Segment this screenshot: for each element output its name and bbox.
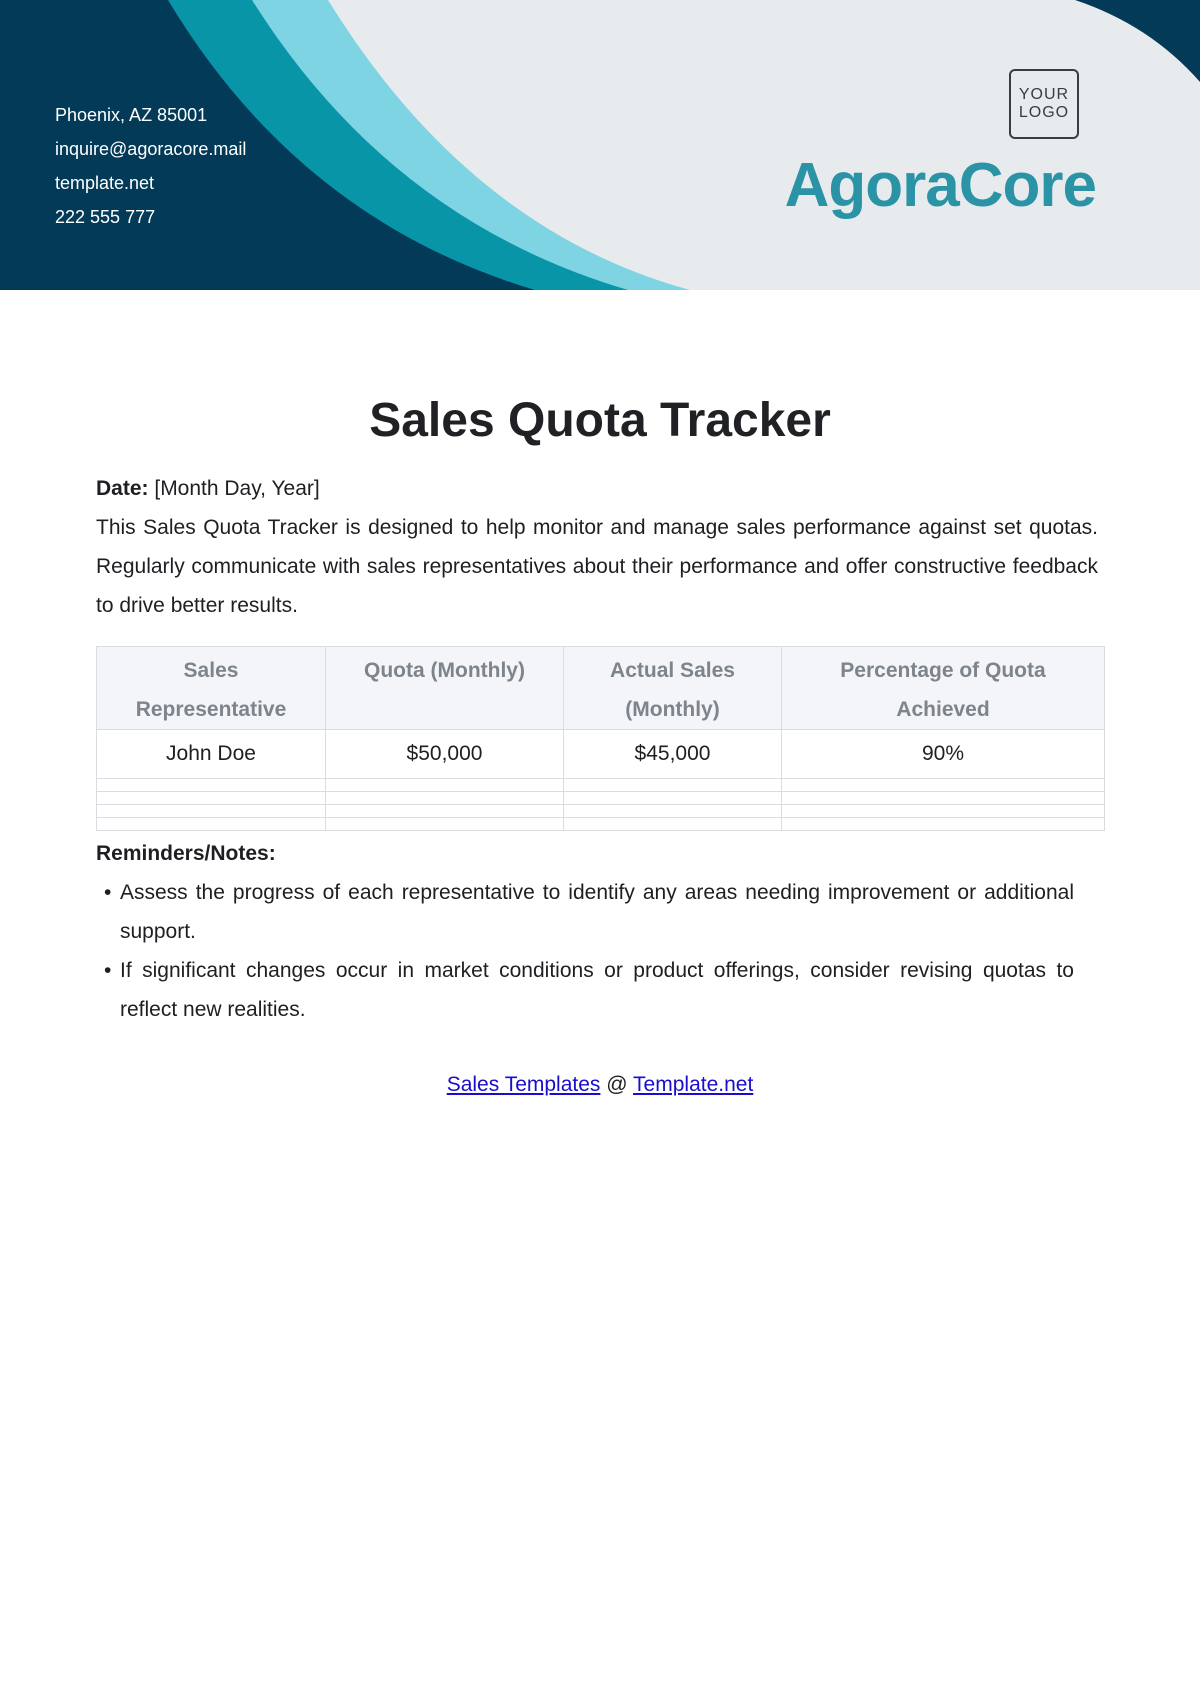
sales-templates-link[interactable]: Sales Templates — [446, 1073, 601, 1096]
contact-website: template.net — [55, 173, 155, 193]
list-item: • If significant changes occur in market conditions or product offerings, consider revising quotas to reflect new realities. — [120, 951, 1098, 1029]
quota-table — [96, 646, 1105, 831]
empty-cell — [97, 818, 326, 831]
header-actual-sales: Actual Sales (Monthly) — [564, 647, 782, 730]
notes-title: Reminders/Notes: — [96, 842, 276, 865]
header-quota-monthly: Quota (Monthly) — [326, 647, 564, 730]
footer — [0, 1065, 1200, 1105]
intro-paragraph: This Sales Quota Tracker is designed to help monitor and manage sales performance against set quotas. Regularly communicate with sales representatives about their performance and offer constructive feedback to drive better results. — [96, 516, 1098, 617]
empty-cell — [564, 779, 782, 792]
empty-cell — [97, 779, 326, 792]
date-label: Date: — [96, 477, 149, 500]
date-value: [Month Day, Year] — [154, 477, 320, 500]
header-percentage-achieved: Percentage of Quota Achieved — [782, 647, 1105, 730]
empty-cell — [326, 818, 564, 831]
table-row-empty — [97, 779, 1105, 792]
empty-cell — [564, 805, 782, 818]
table-row-empty — [97, 792, 1105, 805]
empty-cell — [326, 805, 564, 818]
empty-cell — [782, 792, 1105, 805]
contact-phone: 222 555 777 — [55, 207, 156, 227]
table-row — [97, 730, 1105, 779]
cell-actual-sales: $45,000 — [564, 730, 782, 779]
empty-cell — [782, 805, 1105, 818]
page-title: Sales Quota Tracker — [369, 394, 831, 447]
template-net-link[interactable]: Template.net — [633, 1073, 754, 1096]
empty-cell — [782, 818, 1105, 831]
cell-representative: John Doe — [97, 730, 326, 779]
table-header-row — [97, 647, 1105, 730]
header-sales-representative: Sales Representative — [97, 647, 326, 730]
empty-cell — [97, 792, 326, 805]
document-body — [96, 470, 1098, 1029]
table-row-empty — [97, 805, 1105, 818]
table-row-empty — [97, 818, 1105, 831]
empty-cell — [97, 805, 326, 818]
empty-cell — [564, 792, 782, 805]
contact-info — [55, 98, 246, 234]
logo-text: YOUR LOGO — [1018, 86, 1070, 121]
letterhead — [0, 0, 1200, 290]
empty-cell — [564, 818, 782, 831]
footer-separator: @ — [606, 1073, 628, 1096]
empty-cell — [326, 779, 564, 792]
list-item: • Assess the progress of each representative to identify any areas needing improvement or additional support. — [120, 873, 1098, 951]
date-line — [96, 470, 1098, 508]
cell-percentage: 90% — [782, 730, 1105, 779]
notes-list — [96, 873, 1098, 1029]
logo-placeholder — [1009, 69, 1079, 139]
empty-cell — [782, 779, 1105, 792]
brand-name: AgoraCore — [784, 151, 1096, 220]
contact-email: inquire@agoracore.mail — [55, 139, 247, 159]
empty-cell — [326, 792, 564, 805]
contact-address: Phoenix, AZ 85001 — [55, 105, 208, 125]
cell-quota: $50,000 — [326, 730, 564, 779]
